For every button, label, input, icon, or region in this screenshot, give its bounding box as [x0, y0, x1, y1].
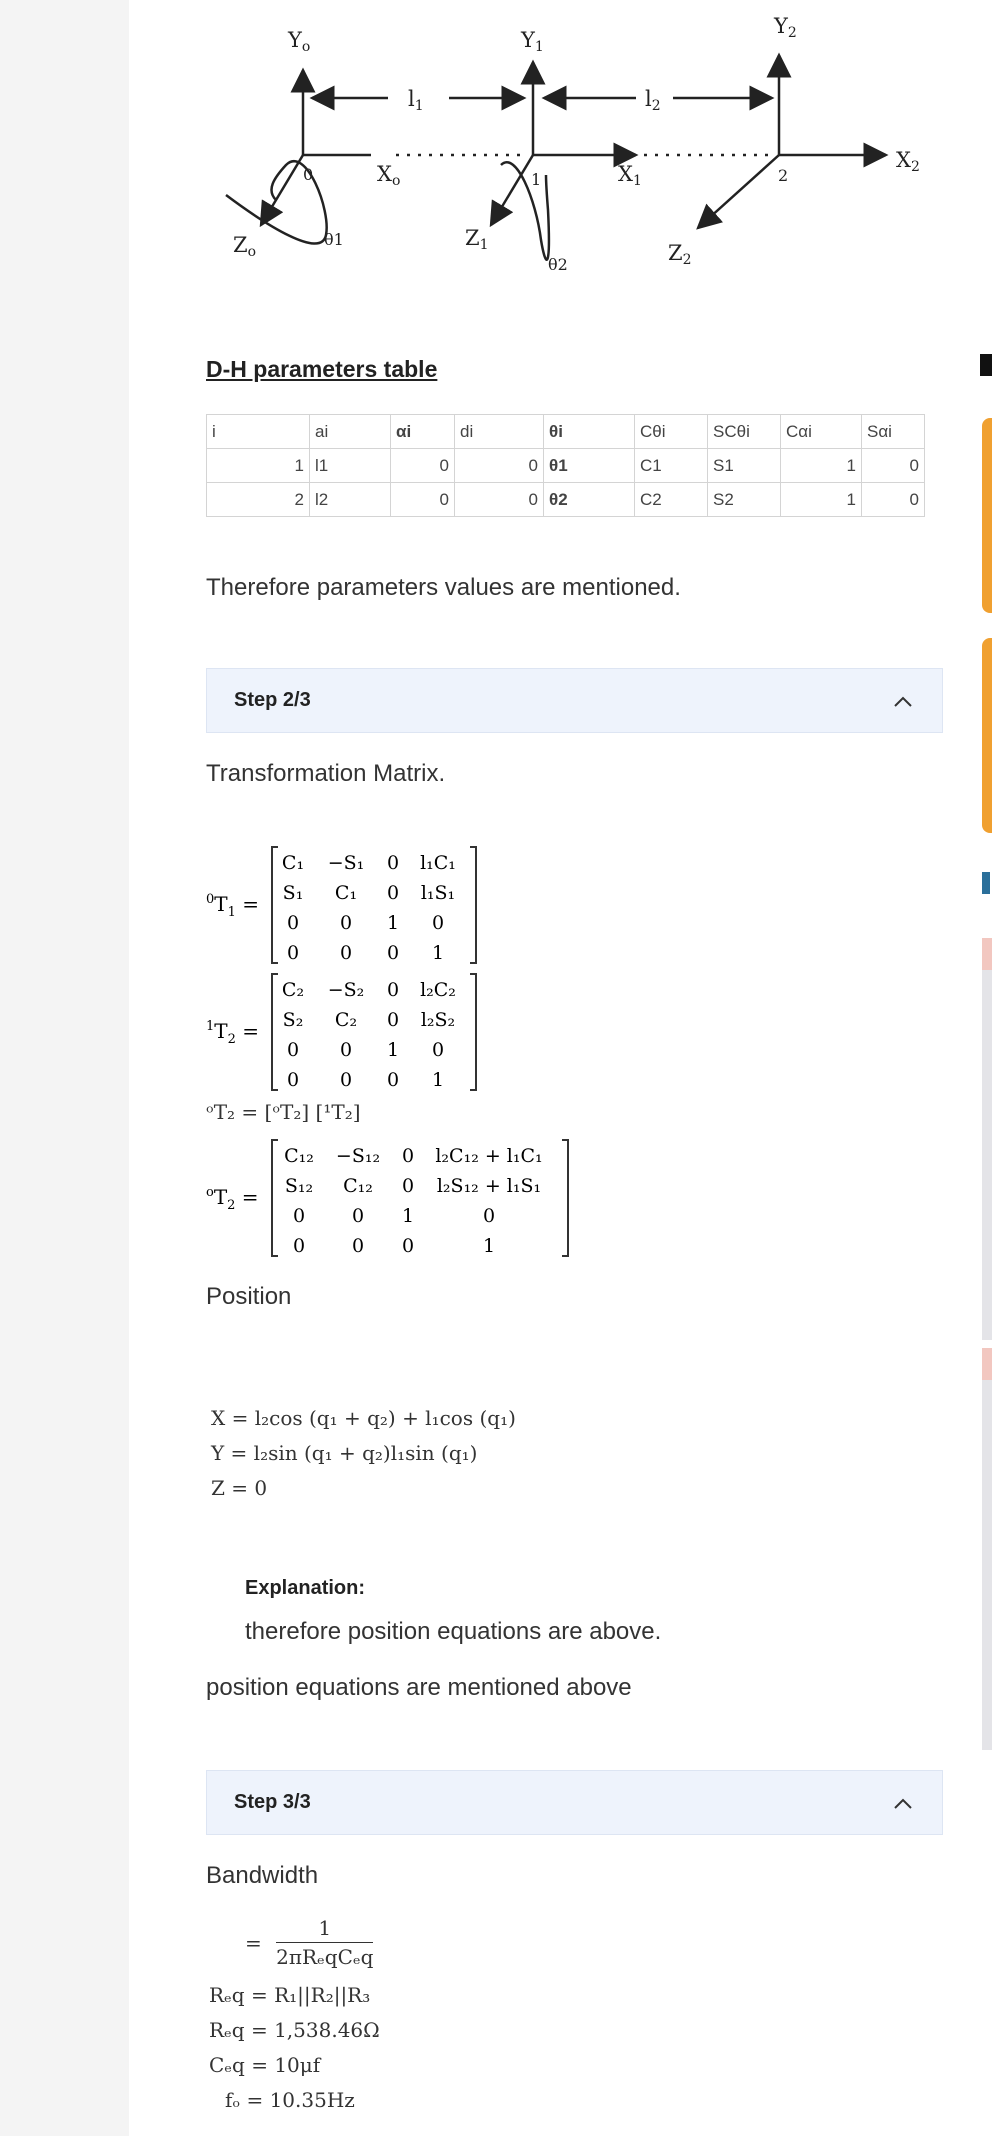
- fraction-numerator: 1: [276, 1916, 373, 1943]
- robot-arm-diagram: [206, 0, 944, 280]
- position-mentioned-text: position equations are mentioned above: [206, 1674, 632, 1701]
- table-row: [207, 483, 925, 517]
- col-header: di: [455, 415, 544, 449]
- bandwidth-fraction: = 1 2πRₑqCₑq: [245, 1916, 374, 1969]
- svg-text:0: 0: [351, 1235, 365, 1257]
- svg-text:X1: X1: [618, 162, 642, 189]
- sidebar-card-image[interactable]: [982, 418, 992, 613]
- svg-text:0: 0: [286, 942, 300, 964]
- svg-text:Z2: Z2: [668, 241, 692, 268]
- cell: C1: [635, 449, 708, 483]
- equation-req: Rₑq = R₁||R₂||R₃: [209, 1983, 371, 2007]
- svg-text:X2: X2: [896, 148, 920, 175]
- matrix-t02: [206, 1138, 586, 1265]
- x2-label: X: [896, 148, 911, 172]
- x1-label: X: [618, 162, 633, 186]
- svg-text:1: 1: [386, 912, 400, 934]
- dh-parameters-table: [206, 414, 925, 517]
- svg-text:0: 0: [401, 1235, 415, 1257]
- svg-text:0: 0: [401, 1145, 415, 1167]
- equation-x: X = l₂cos (q₁ + q₂) + l₁cos (q₁): [211, 1406, 516, 1430]
- svg-text:Xo: Xo: [377, 162, 401, 189]
- joint-2-label: 2: [778, 166, 789, 185]
- col-header: Sαi: [862, 415, 925, 449]
- sidebar-card-image[interactable]: [982, 638, 992, 833]
- cell: C2: [635, 483, 708, 517]
- svg-text:−S₁: −S₁: [327, 852, 365, 874]
- svg-text:−S₂: −S₂: [327, 979, 365, 1001]
- svg-text:0: 0: [386, 852, 400, 874]
- col-header: Cθi: [635, 415, 708, 449]
- svg-text:Y2: Y2: [774, 14, 797, 41]
- svg-text:1T2 =: $^1T_2$ =: [206, 1019, 260, 1047]
- svg-text:l₁C₁: l₁C₁: [420, 852, 456, 874]
- svg-text:l₁S₁: l₁S₁: [420, 882, 456, 904]
- svg-text:l1: l1: [408, 87, 424, 114]
- svg-text:0: 0: [292, 1235, 306, 1257]
- svg-text:0: 0: [292, 1205, 306, 1227]
- svg-text:C₂: C₂: [334, 1009, 358, 1031]
- svg-text:0: 0: [386, 1069, 400, 1091]
- equation-fo: fₒ = 10.35Hz: [225, 2088, 355, 2112]
- l1-label: l: [408, 87, 415, 111]
- cell: 1: [781, 483, 862, 517]
- transformation-matrix-heading: Transformation Matrix.: [206, 760, 446, 787]
- cell: 0: [455, 483, 544, 517]
- dh-table-title: D-H parameters table: [206, 356, 438, 382]
- svg-text:C₂: C₂: [281, 979, 305, 1001]
- chevron-up-icon[interactable]: [892, 691, 914, 713]
- bandwidth-heading: Bandwidth: [206, 1862, 319, 1889]
- svg-text:Yo: Yo: [288, 28, 311, 55]
- cell: 2: [207, 483, 310, 517]
- cell: 1: [781, 449, 862, 483]
- joint-0-label: 0: [303, 165, 314, 184]
- joint-1-label: 1: [531, 170, 542, 189]
- step-2-label: Step 2/3: [234, 689, 311, 711]
- cell: l1: [310, 449, 391, 483]
- sidebar-heading-fragment: [980, 354, 992, 376]
- l2-label: l: [645, 87, 652, 111]
- svg-text:Z1: Z1: [465, 226, 489, 253]
- matrix-t12: [206, 972, 506, 1099]
- svg-text:S₂: S₂: [282, 1009, 304, 1031]
- equation-ceq: Cₑq = 10μf: [209, 2053, 321, 2077]
- svg-text:Y1: Y1: [521, 28, 544, 55]
- cell: 0: [455, 449, 544, 483]
- sidebar-document-thumbnail[interactable]: [982, 1348, 992, 1750]
- equation-z: Z = 0: [211, 1476, 268, 1500]
- y0-label: Y: [288, 28, 302, 52]
- cell: 1: [207, 449, 310, 483]
- right-sidebar-peek: [980, 0, 992, 2136]
- cell: θ1: [544, 449, 635, 483]
- svg-text:0: 0: [286, 1039, 300, 1061]
- svg-text:1: 1: [431, 942, 445, 964]
- explanation-title: Explanation:: [245, 1577, 366, 1599]
- svg-text:0: 0: [386, 1009, 400, 1031]
- position-equations: [211, 1401, 516, 1506]
- sidebar-link-fragment[interactable]: [982, 872, 990, 894]
- cell: 0: [391, 449, 455, 483]
- svg-text:C₁₂: C₁₂: [284, 1145, 314, 1167]
- svg-text:0: 0: [386, 882, 400, 904]
- svg-text:1: 1: [386, 1039, 400, 1061]
- x0-label: X: [377, 162, 392, 186]
- svg-text:0: 0: [339, 912, 353, 934]
- equation-y: Y = l₂sin (q₁ + q₂)l₁sin (q₁): [211, 1441, 478, 1465]
- svg-text:l₂C₂: l₂C₂: [420, 979, 456, 1001]
- svg-text:Zo: Zo: [233, 233, 257, 260]
- cell: S1: [708, 449, 781, 483]
- cell: θ2: [544, 483, 635, 517]
- col-header: SCθi: [708, 415, 781, 449]
- svg-text:0: 0: [431, 912, 445, 934]
- y1-label: Y: [521, 28, 535, 52]
- svg-text:l2: l2: [645, 87, 661, 114]
- bandwidth-equations: [209, 1978, 380, 2118]
- sidebar-document-thumbnail[interactable]: [982, 938, 992, 1340]
- svg-text:C₁: C₁: [334, 882, 358, 904]
- matrix-t01: [206, 845, 506, 972]
- svg-text:l₂S₁₂ + l₁S₁: l₂S₁₂ + l₁S₁: [436, 1175, 542, 1197]
- svg-text:0: 0: [286, 1069, 300, 1091]
- svg-text:oT2 =: $^oT_2$ =: [206, 1185, 259, 1213]
- svg-text:−S₁₂: −S₁₂: [335, 1145, 381, 1167]
- cell: 0: [391, 483, 455, 517]
- step-3-header[interactable]: [206, 1770, 943, 1835]
- z0-label: Z: [233, 233, 248, 257]
- col-header: αi: [391, 415, 455, 449]
- therefore-params-text: Therefore parameters values are mentioned.: [206, 574, 681, 601]
- svg-text:0T1 =: $^0T_1$ =: [206, 892, 260, 920]
- svg-text:0: 0: [339, 1039, 353, 1061]
- cell: 0: [862, 483, 925, 517]
- step-2-header[interactable]: [206, 668, 943, 733]
- cell: l2: [310, 483, 391, 517]
- svg-text:0: 0: [386, 942, 400, 964]
- svg-text:S₁: S₁: [282, 882, 304, 904]
- svg-text:0: 0: [339, 942, 353, 964]
- product-equation: ᵒT₂ = [ᵒT₂] [¹T₂]: [206, 1100, 361, 1124]
- chevron-up-icon[interactable]: [892, 1793, 914, 1815]
- svg-text:0: 0: [386, 979, 400, 1001]
- theta2-label: θ2: [548, 255, 568, 274]
- svg-text:0: 0: [351, 1205, 365, 1227]
- equation-req-value: Rₑq = 1,538.46Ω: [209, 2018, 380, 2042]
- svg-text:C₁: C₁: [281, 852, 305, 874]
- theta1-label: θ1: [324, 230, 344, 249]
- svg-text:0: 0: [286, 912, 300, 934]
- col-header: Cαi: [781, 415, 862, 449]
- col-header: ai: [310, 415, 391, 449]
- svg-text:1: 1: [431, 1069, 445, 1091]
- step-3-label: Step 3/3: [234, 1791, 311, 1813]
- svg-text:0: 0: [482, 1205, 496, 1227]
- y2-label: Y: [774, 14, 788, 38]
- left-gutter: [0, 0, 129, 2136]
- svg-text:1: 1: [401, 1205, 415, 1227]
- svg-text:1: 1: [482, 1235, 496, 1257]
- svg-text:l₂S₂: l₂S₂: [420, 1009, 456, 1031]
- fraction-denominator: 2πRₑqCₑq: [276, 1945, 374, 1969]
- col-header: i: [207, 415, 310, 449]
- z1-label: Z: [465, 226, 480, 250]
- svg-text:0: 0: [431, 1039, 445, 1061]
- svg-text:0: 0: [339, 1069, 353, 1091]
- cell: 0: [862, 449, 925, 483]
- table-row: [207, 449, 925, 483]
- z2-label: Z: [668, 241, 683, 265]
- table-header-row: [207, 415, 925, 449]
- svg-text:C₁₂: C₁₂: [343, 1175, 373, 1197]
- svg-text:l₂C₁₂ + l₁C₁: l₂C₁₂ + l₁C₁: [435, 1145, 543, 1167]
- col-header: θi: [544, 415, 635, 449]
- position-heading: Position: [206, 1283, 292, 1310]
- cell: S2: [708, 483, 781, 517]
- svg-text:0: 0: [401, 1175, 415, 1197]
- explanation-body: therefore position equations are above.: [245, 1618, 662, 1645]
- svg-text:S₁₂: S₁₂: [284, 1175, 314, 1197]
